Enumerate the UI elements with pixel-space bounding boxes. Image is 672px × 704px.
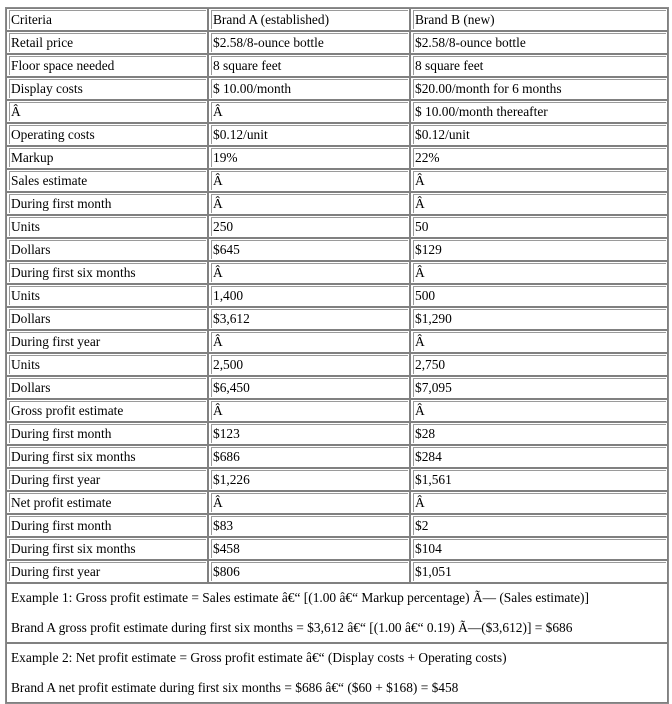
brand-b-cell: $20.00/month for 6 months — [410, 77, 668, 100]
criteria-cell: Retail price — [6, 31, 208, 54]
table-row — [6, 54, 668, 77]
brand-b-cell: $7,095 — [410, 376, 668, 399]
example-2-calculation: Brand A net profit estimate during first six months = $686 â€“ ($60 + $168) = $458 — [11, 680, 459, 695]
criteria-cell: During first six months — [6, 537, 208, 560]
criteria-table — [5, 7, 669, 704]
brand-b-cell: Â — [410, 330, 668, 353]
criteria-cell: Â — [6, 100, 208, 123]
criteria-cell: Operating costs — [6, 123, 208, 146]
brand-a-cell: $1,226 — [208, 468, 410, 491]
table-row — [6, 146, 668, 169]
table-row — [6, 330, 668, 353]
table-row — [6, 560, 668, 583]
brand-a-cell: Â — [208, 330, 410, 353]
brand-b-cell: 500 — [410, 284, 668, 307]
brand-a-cell: 19% — [208, 146, 410, 169]
criteria-cell: During first month — [6, 422, 208, 445]
brand-a-cell: Â — [208, 491, 410, 514]
table-row — [6, 261, 668, 284]
table-row — [6, 422, 668, 445]
example-1-calculation: Brand A gross profit estimate during first six months = $3,612 â€“ [(1.00 â€“ 0.19) Ã—($3,612)] = $686 — [11, 620, 573, 635]
table-row — [6, 468, 668, 491]
brand-b-cell: $0.12/unit — [410, 123, 668, 146]
brand-b-cell: $ 10.00/month thereafter — [410, 100, 668, 123]
brand-b-cell: Â — [410, 192, 668, 215]
brand-a-cell: $0.12/unit — [208, 123, 410, 146]
criteria-cell: Display costs — [6, 77, 208, 100]
table-row — [6, 31, 668, 54]
brand-b-cell: $2 — [410, 514, 668, 537]
brand-a-cell: Â — [208, 261, 410, 284]
table-row — [6, 77, 668, 100]
criteria-cell: Net profit estimate — [6, 491, 208, 514]
criteria-cell: Sales estimate — [6, 169, 208, 192]
criteria-cell: Dollars — [6, 238, 208, 261]
criteria-cell: During first month — [6, 514, 208, 537]
brand-a-cell: Â — [208, 169, 410, 192]
table-row — [6, 238, 668, 261]
brand-b-cell: 8 square feet — [410, 54, 668, 77]
table-row — [6, 399, 668, 422]
brand-b-cell: 50 — [410, 215, 668, 238]
table-row — [6, 123, 668, 146]
header-cell-brand-a: Brand A (established) — [208, 8, 410, 31]
table-row — [6, 491, 668, 514]
criteria-table-container — [5, 7, 667, 704]
header-row — [6, 8, 668, 31]
criteria-cell: During first month — [6, 192, 208, 215]
table-row — [6, 192, 668, 215]
brand-b-cell: $104 — [410, 537, 668, 560]
brand-a-cell: 1,400 — [208, 284, 410, 307]
table-row — [6, 537, 668, 560]
table-row — [6, 445, 668, 468]
brand-b-cell: $28 — [410, 422, 668, 445]
brand-b-cell: $284 — [410, 445, 668, 468]
brand-b-cell: Â — [410, 491, 668, 514]
brand-a-cell: 8 square feet — [208, 54, 410, 77]
brand-a-cell: 2,500 — [208, 353, 410, 376]
criteria-cell: Units — [6, 284, 208, 307]
table-row — [6, 215, 668, 238]
brand-a-cell: $83 — [208, 514, 410, 537]
table-row — [6, 169, 668, 192]
brand-b-cell: 2,750 — [410, 353, 668, 376]
brand-a-cell: $645 — [208, 238, 410, 261]
brand-a-cell: Â — [208, 100, 410, 123]
brand-a-cell: Â — [208, 399, 410, 422]
brand-a-cell: $3,612 — [208, 307, 410, 330]
criteria-cell: Units — [6, 215, 208, 238]
header-cell-brand-b: Brand B (new) — [410, 8, 668, 31]
brand-a-cell: $806 — [208, 560, 410, 583]
table-row — [6, 100, 668, 123]
table-row — [6, 307, 668, 330]
criteria-cell: Markup — [6, 146, 208, 169]
brand-a-cell: $686 — [208, 445, 410, 468]
brand-b-cell: Â — [410, 399, 668, 422]
criteria-cell: During first year — [6, 468, 208, 491]
brand-b-cell: Â — [410, 169, 668, 192]
brand-a-cell: $2.58/8-ounce bottle — [208, 31, 410, 54]
brand-a-cell: $458 — [208, 537, 410, 560]
example-2-row — [6, 643, 668, 703]
criteria-cell: Floor space needed — [6, 54, 208, 77]
brand-a-cell: $ 10.00/month — [208, 77, 410, 100]
criteria-cell: During first six months — [6, 261, 208, 284]
brand-b-cell: $2.58/8-ounce bottle — [410, 31, 668, 54]
criteria-cell: Dollars — [6, 307, 208, 330]
criteria-cell: During first year — [6, 560, 208, 583]
example-1-row — [6, 583, 668, 643]
criteria-cell: During first six months — [6, 445, 208, 468]
brand-b-cell: 22% — [410, 146, 668, 169]
criteria-cell: Dollars — [6, 376, 208, 399]
table-row — [6, 376, 668, 399]
criteria-cell: During first year — [6, 330, 208, 353]
criteria-cell: Gross profit estimate — [6, 399, 208, 422]
table-row — [6, 514, 668, 537]
brand-b-cell: $1,561 — [410, 468, 668, 491]
brand-b-cell: $1,290 — [410, 307, 668, 330]
example-2-cell — [6, 643, 668, 703]
brand-b-cell: $1,051 — [410, 560, 668, 583]
brand-a-cell: Â — [208, 192, 410, 215]
example-1-formula: Example 1: Gross profit estimate = Sales estimate â€“ [(1.00 â€“ Markup percentage) Ã— (Sales estimate)] — [11, 590, 589, 605]
brand-a-cell: 250 — [208, 215, 410, 238]
brand-a-cell: $123 — [208, 422, 410, 445]
example-2-formula: Example 2: Net profit estimate = Gross profit estimate â€“ (Display costs + Operating costs) — [11, 650, 507, 665]
table-row — [6, 353, 668, 376]
brand-b-cell: $129 — [410, 238, 668, 261]
brand-a-cell: $6,450 — [208, 376, 410, 399]
table-row — [6, 284, 668, 307]
brand-b-cell: Â — [410, 261, 668, 284]
criteria-cell: Units — [6, 353, 208, 376]
header-cell-criteria: Criteria — [6, 8, 208, 31]
example-1-cell — [6, 583, 668, 643]
